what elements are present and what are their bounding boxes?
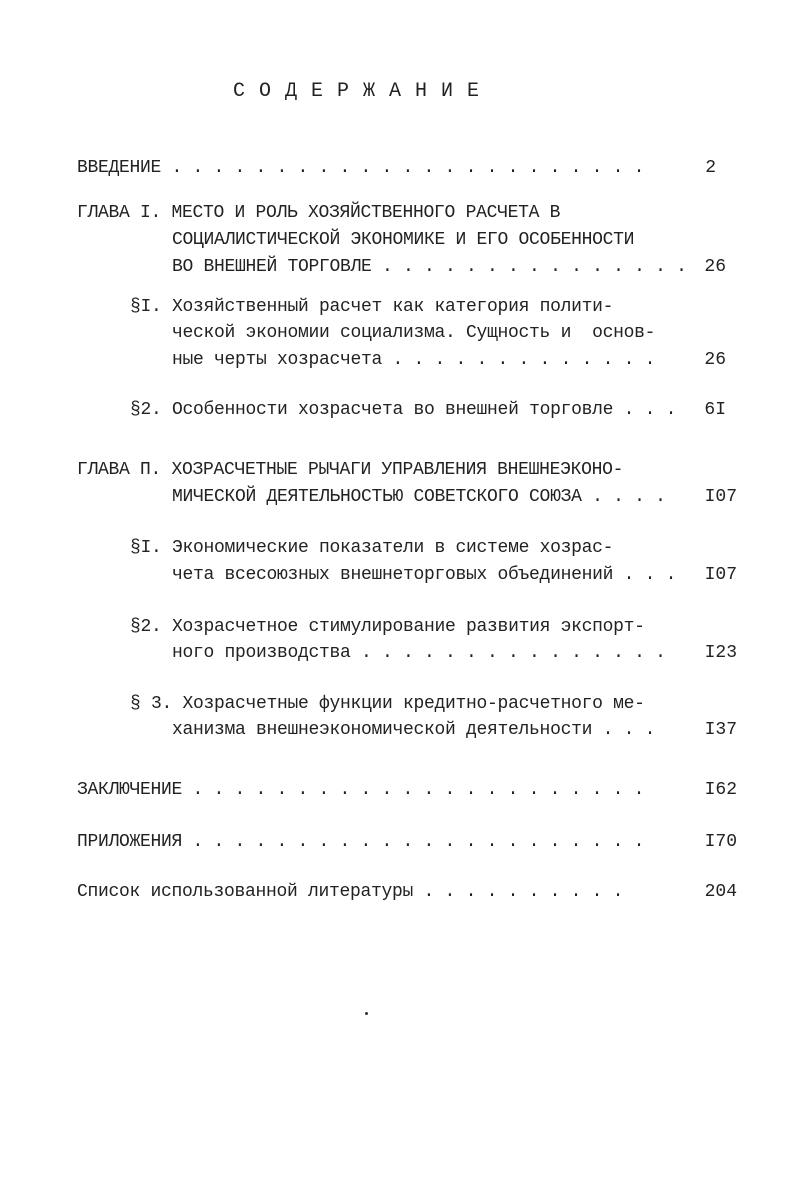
toc-entry-text: ВО ВНЕШНЕЙ ТОРГОВЛЕ . . . . . . . . . . . . . . . bbox=[172, 257, 687, 277]
toc-entry-text: СОЦИАЛИСТИЧЕСКОЙ ЭКОНОМИКЕ И ЕГО ОСОБЕННОСТИ bbox=[172, 230, 635, 250]
toc-entry-text: чета всесоюзных внешнеторговых объединений . . . bbox=[172, 565, 677, 585]
toc-entry-text: ВВЕДЕНИЕ . . . . . . . . . . . . . . . . . . . . . . . bbox=[77, 158, 645, 178]
toc-entry-text: ные черты хозрасчета . . . . . . . . . . . . . bbox=[172, 350, 656, 370]
toc-entry-text: ГЛАВА П. ХОЗРАСЧЕТНЫЕ РЫЧАГИ УПРАВЛЕНИЯ ВНЕШНЕЭКОНО- bbox=[77, 460, 624, 480]
toc-page-number: I37 bbox=[704, 720, 737, 740]
toc-entry-text: ГЛАВА I. МЕСТО И РОЛЬ ХОЗЯЙСТВЕННОГО РАСЧЕТА В bbox=[77, 203, 561, 223]
toc-page-number: I07 bbox=[704, 487, 737, 507]
toc-page-number: 26 bbox=[704, 350, 726, 370]
toc-page-number: 204 bbox=[704, 882, 737, 902]
toc-page-number: I07 bbox=[704, 565, 737, 585]
toc-page-number: 26 bbox=[704, 257, 726, 277]
toc-entry-text: §I. Хозяйственный расчет как категория полити- bbox=[130, 297, 614, 317]
toc-page-number: 6I bbox=[704, 400, 726, 420]
toc-entry-text: §2. Хозрасчетное стимулирование развития экспорт- bbox=[130, 617, 645, 637]
toc-entry-text: §I. Экономические показатели в системе хозрас- bbox=[130, 538, 614, 558]
toc-entry-text: § 3. Хозрасчетные функции кредитно-расчетного ме- bbox=[130, 694, 645, 714]
toc-entry-text: ческой экономии социализма. Сущность и основ- bbox=[172, 323, 656, 343]
toc-page-number: I23 bbox=[704, 643, 737, 663]
toc-entry-text: ЗАКЛЮЧЕНИЕ . . . . . . . . . . . . . . . . . . . . . . bbox=[77, 780, 645, 800]
toc-entry-text: ханизма внешнеэкономической деятельности . . . bbox=[172, 720, 656, 740]
toc-entry-text: ного производства . . . . . . . . . . . . . . . bbox=[172, 643, 666, 663]
ink-speck bbox=[365, 1012, 368, 1015]
toc-page-number: 2 bbox=[705, 158, 716, 178]
toc-entry-text: ПРИЛОЖЕНИЯ . . . . . . . . . . . . . . . . . . . . . . bbox=[77, 832, 645, 852]
toc-page-number: I62 bbox=[704, 780, 737, 800]
toc-entry-text: МИЧЕСКОЙ ДЕЯТЕЛЬНОСТЬЮ СОВЕТСКОГО СОЮЗА . . . . bbox=[172, 487, 666, 507]
page-title: С О Д Е Р Ж А Н И Е bbox=[233, 80, 481, 103]
toc-entry-text: §2. Особенности хозрасчета во внешней торговле . . . bbox=[130, 400, 677, 420]
toc-page-number: I70 bbox=[704, 832, 737, 852]
toc-entry-text: Список использованной литературы . . . . . . . . . . bbox=[77, 882, 624, 902]
